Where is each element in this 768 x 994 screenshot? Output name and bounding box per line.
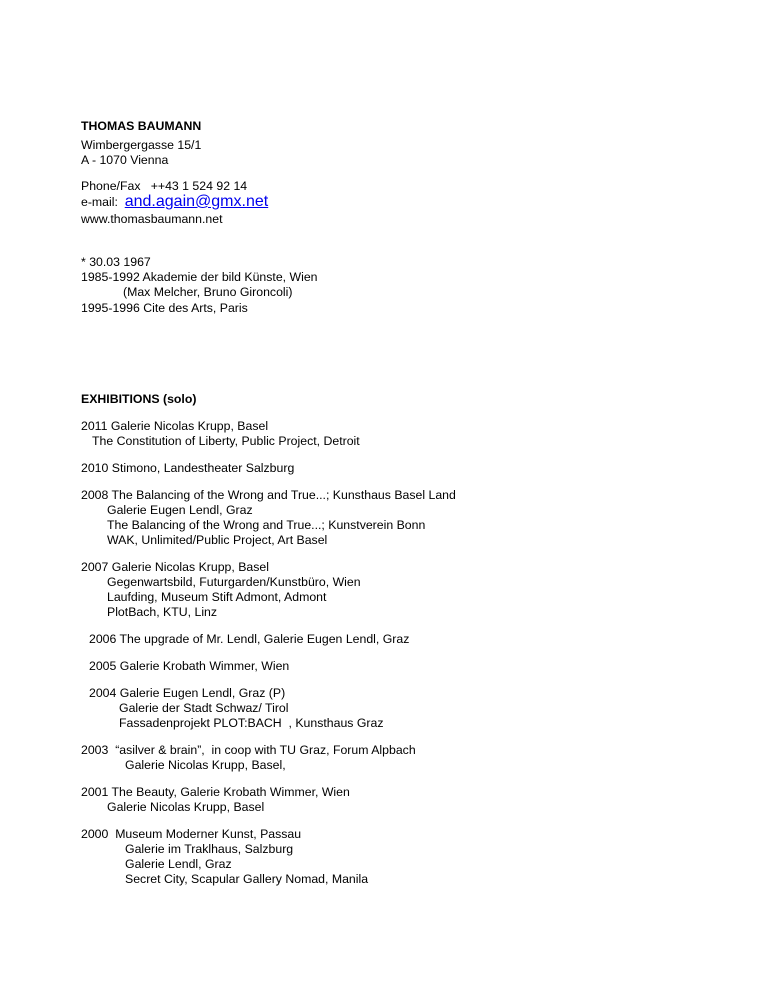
birth-date: * 30.03 1967 <box>81 255 151 269</box>
exhibition-entry: Secret City, Scapular Gallery Nomad, Manila <box>125 872 369 886</box>
exhibition-entry: 2000 Museum Moderner Kunst, Passau <box>81 827 302 841</box>
exhibition-entry: PlotBach, KTU, Linz <box>107 605 218 619</box>
exhibition-entry: 2006 The upgrade of Mr. Lendl, Galerie Eugen Lendl, Graz <box>89 632 410 646</box>
exhibition-entry: Galerie der Stadt Schwaz/ Tirol <box>119 701 289 715</box>
exhibition-entry: Galerie Nicolas Krupp, Basel, <box>125 758 286 772</box>
address-city: A - 1070 Vienna <box>81 153 169 167</box>
cv-name: THOMAS BAUMANN <box>81 119 202 133</box>
exhibition-entry: 2011 Galerie Nicolas Krupp, Basel <box>81 419 269 433</box>
education-academy: 1985-1992 Akademie der bild Künste, Wien <box>81 270 318 284</box>
exhibition-entry: 2004 Galerie Eugen Lendl, Graz (P) <box>89 686 286 700</box>
exhibition-entry: 2003 “asilver & brain”, in coop with TU Graz, Forum Alpbach <box>81 743 416 757</box>
exhibition-entry: Laufding, Museum Stift Admont, Admont <box>107 590 327 604</box>
exhibition-entry: Galerie Nicolas Krupp, Basel <box>107 800 265 814</box>
email-line <box>81 194 268 210</box>
education-academy-teachers: (Max Melcher, Bruno Gironcoli) <box>123 285 293 299</box>
education-cite-des-arts: 1995-1996 Cite des Arts, Paris <box>81 301 248 315</box>
exhibition-entry: Fassadenprojekt PLOT:BACH , Kunsthaus Graz <box>119 716 384 730</box>
exhibition-entry: 2005 Galerie Krobath Wimmer, Wien <box>89 659 290 673</box>
email-link[interactable]: and.again@gmx.net <box>124 193 269 210</box>
phone-fax: Phone/Fax ++43 1 524 92 14 <box>81 179 248 193</box>
website-link[interactable]: www.thomasbaumann.net <box>81 212 223 226</box>
exhibitions-heading: EXHIBITIONS (solo) <box>81 392 197 406</box>
exhibition-entry: 2010 Stimono, Landestheater Salzburg <box>81 461 295 475</box>
exhibition-entry: 2001 The Beauty, Galerie Krobath Wimmer, Wien <box>81 785 350 799</box>
exhibition-entry: Galerie Eugen Lendl, Graz <box>107 503 253 517</box>
address-street: Wimbergergasse 15/1 <box>81 138 202 152</box>
exhibition-entry: Galerie im Traklhaus, Salzburg <box>125 842 294 856</box>
exhibition-entry: Gegenwartsbild, Futurgarden/Kunstbüro, Wien <box>107 575 361 589</box>
exhibition-entry: The Constitution of Liberty, Public Project, Detroit <box>92 434 360 448</box>
exhibition-entry: The Balancing of the Wrong and True...; Kunstverein Bonn <box>107 518 426 532</box>
exhibition-entry: 2007 Galerie Nicolas Krupp, Basel <box>81 560 269 574</box>
exhibition-entry: WAK, Unlimited/Public Project, Art Basel <box>107 533 328 547</box>
exhibition-entry: Galerie Lendl, Graz <box>125 857 232 871</box>
exhibition-entry: 2008 The Balancing of the Wrong and True...; Kunsthaus Basel Land <box>81 488 456 502</box>
email-label: e-mail: <box>81 195 125 209</box>
